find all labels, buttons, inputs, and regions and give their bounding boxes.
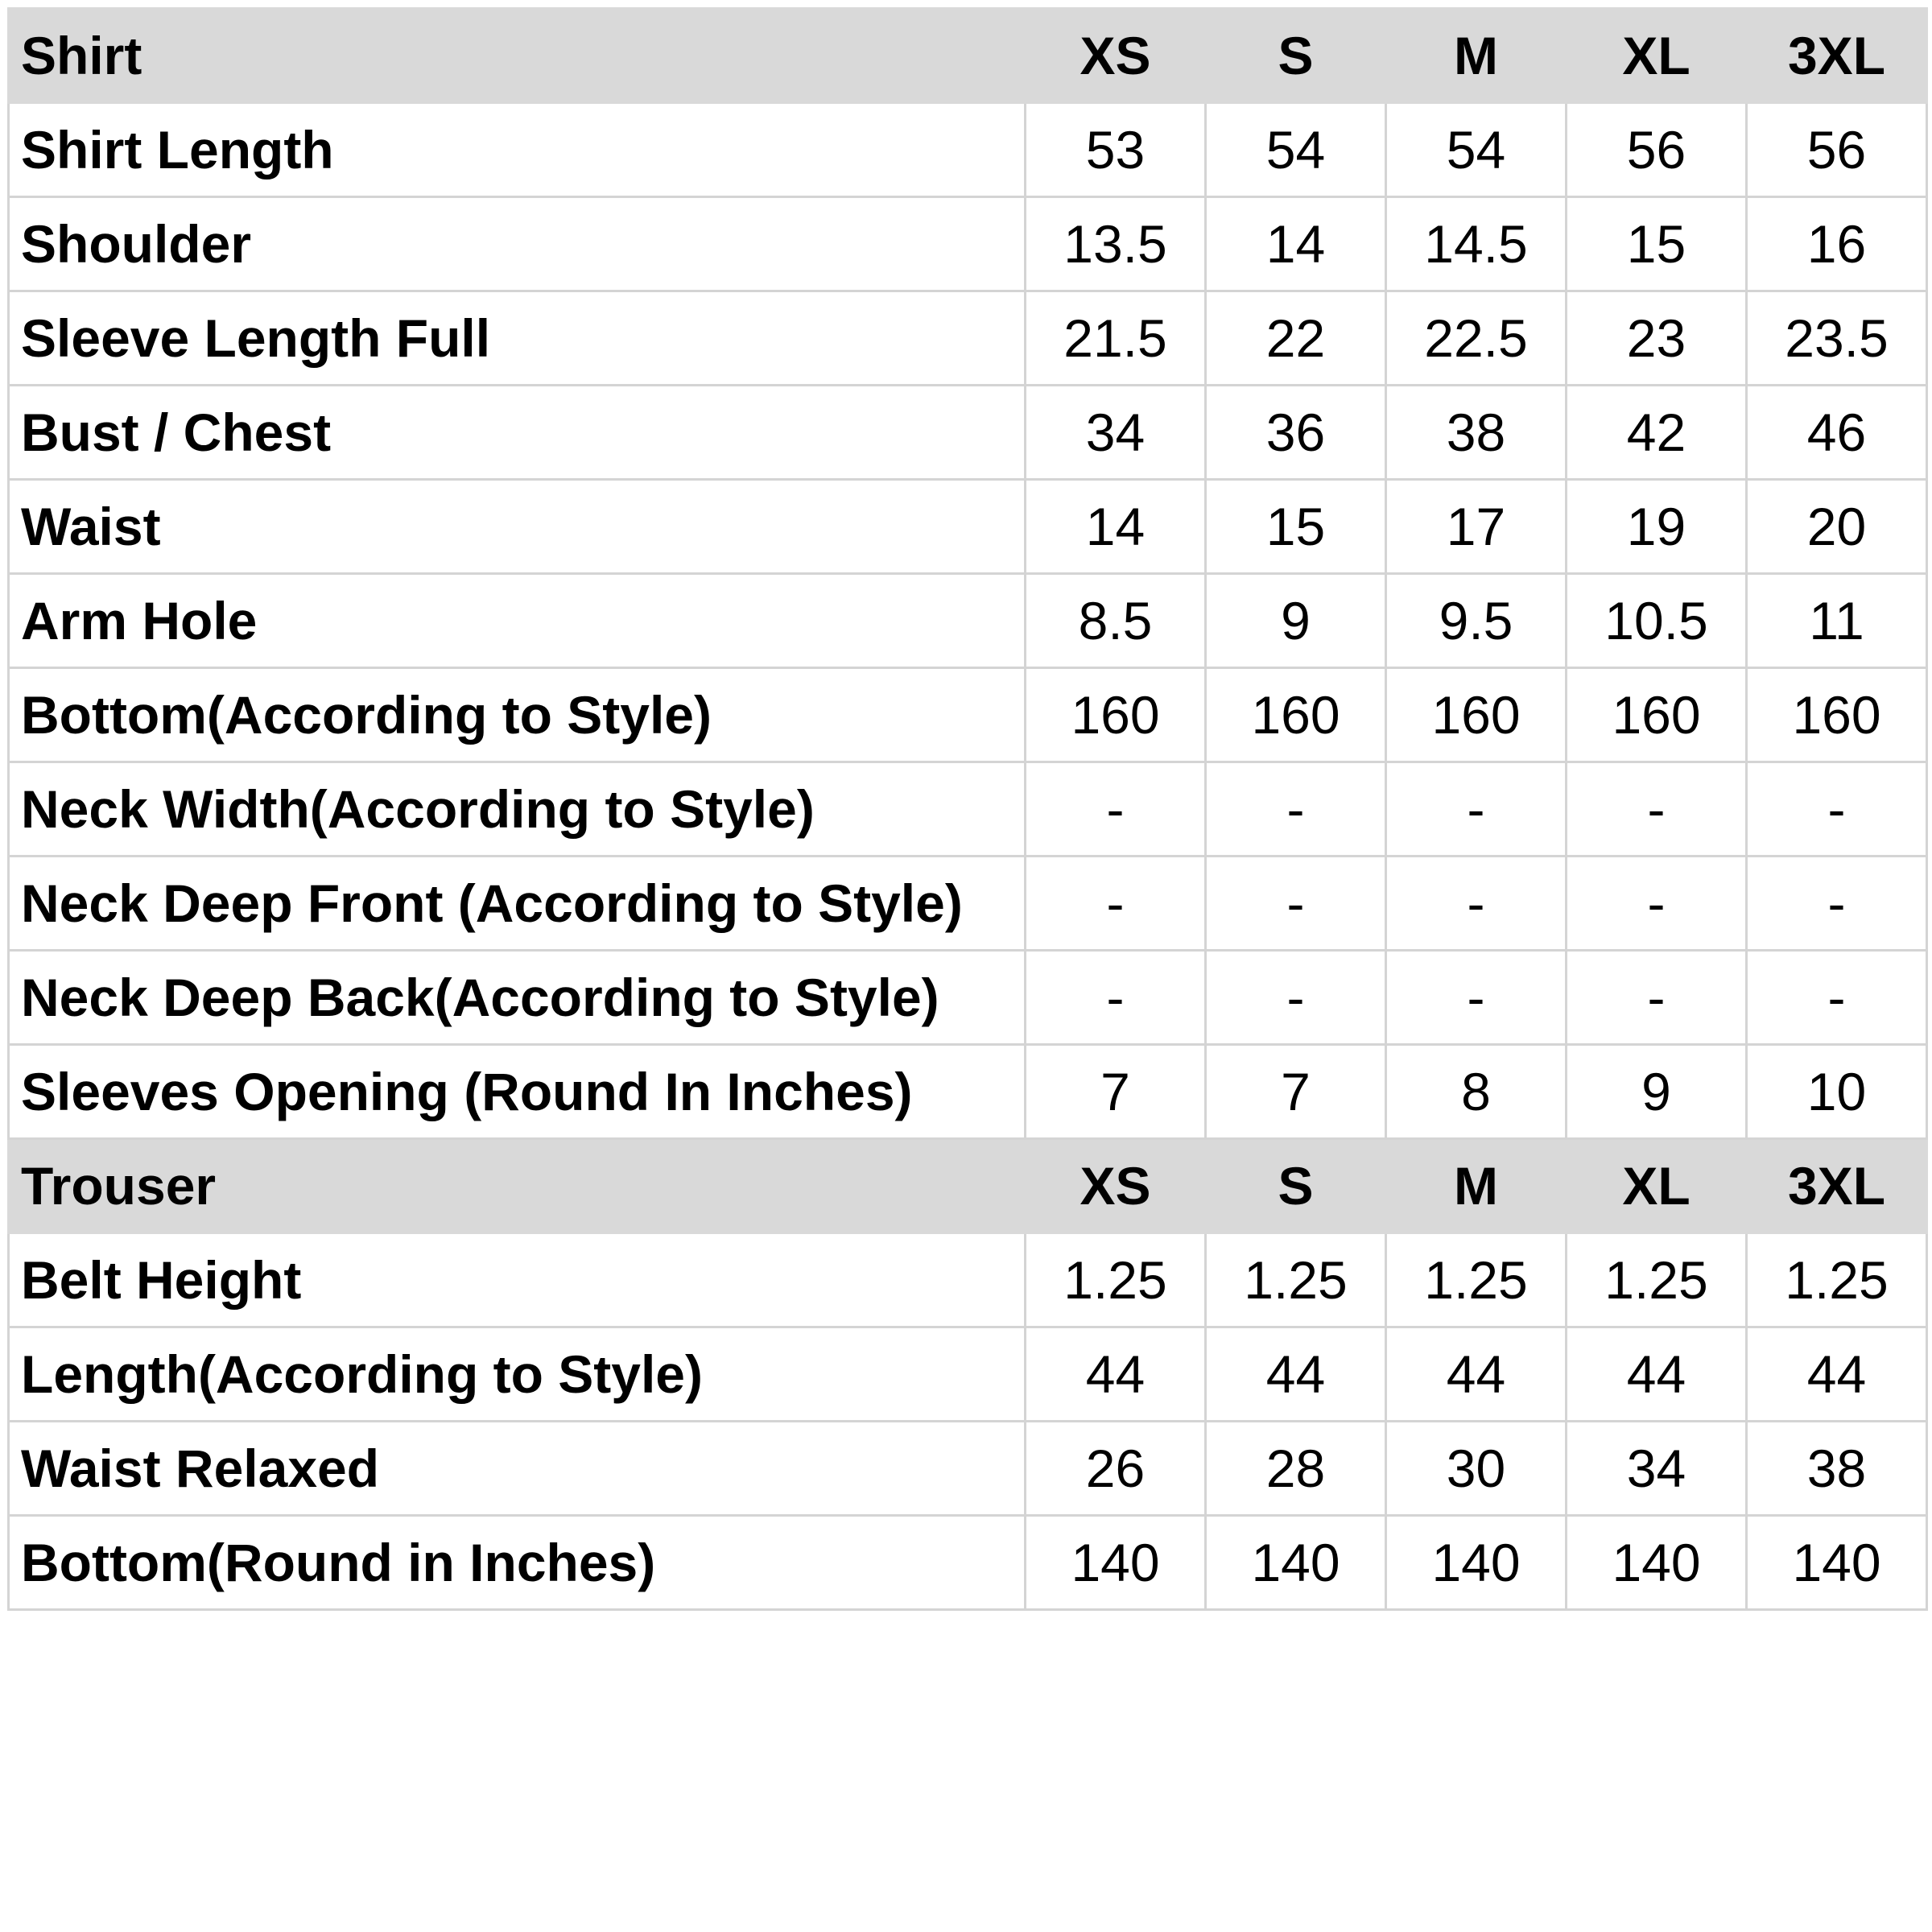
trouser-header-row	[9, 1139, 1927, 1233]
size-header: M	[1386, 9, 1567, 103]
size-chart-table	[7, 7, 1928, 1611]
table-row	[9, 574, 1927, 668]
measurement-label: Length(According to Style)	[9, 1327, 1026, 1422]
measurement-value: -	[1567, 762, 1747, 857]
measurement-value: 1.25	[1206, 1233, 1386, 1327]
measurement-value: 44	[1026, 1327, 1206, 1422]
measurement-value: 42	[1567, 386, 1747, 480]
section-title: Trouser	[9, 1139, 1026, 1233]
measurement-label: Shoulder	[9, 197, 1026, 291]
size-header: S	[1206, 1139, 1386, 1233]
measurement-label: Sleeve Length Full	[9, 291, 1026, 386]
measurement-value: -	[1206, 857, 1386, 951]
measurement-value: -	[1026, 857, 1206, 951]
measurement-value: 38	[1747, 1422, 1927, 1516]
table-row	[9, 386, 1927, 480]
measurement-value: 28	[1206, 1422, 1386, 1516]
measurement-value: -	[1567, 857, 1747, 951]
measurement-label: Bottom(According to Style)	[9, 668, 1026, 762]
measurement-value: 34	[1567, 1422, 1747, 1516]
size-header: M	[1386, 1139, 1567, 1233]
table-row	[9, 197, 1927, 291]
measurement-value: -	[1747, 951, 1927, 1045]
table-row	[9, 857, 1927, 951]
measurement-value: 140	[1026, 1516, 1206, 1610]
size-header: XL	[1567, 9, 1747, 103]
size-header: XS	[1026, 1139, 1206, 1233]
measurement-value: 8.5	[1026, 574, 1206, 668]
measurement-value: 30	[1386, 1422, 1567, 1516]
table-row	[9, 1516, 1927, 1610]
measurement-value: 15	[1567, 197, 1747, 291]
measurement-value: 1.25	[1386, 1233, 1567, 1327]
measurement-value: 38	[1386, 386, 1567, 480]
measurement-value: 53	[1026, 103, 1206, 197]
measurement-value: 16	[1747, 197, 1927, 291]
measurement-value: -	[1026, 951, 1206, 1045]
measurement-value: 15	[1206, 480, 1386, 574]
measurement-value: 14	[1206, 197, 1386, 291]
measurement-value: 9.5	[1386, 574, 1567, 668]
measurement-value: 11	[1747, 574, 1927, 668]
measurement-label: Neck Width(According to Style)	[9, 762, 1026, 857]
size-header: 3XL	[1747, 1139, 1927, 1233]
measurement-value: 7	[1026, 1045, 1206, 1139]
measurement-value: 160	[1567, 668, 1747, 762]
measurement-value: 7	[1206, 1045, 1386, 1139]
measurement-value: 34	[1026, 386, 1206, 480]
measurement-value: -	[1386, 762, 1567, 857]
size-header: 3XL	[1747, 9, 1927, 103]
measurement-value: 140	[1747, 1516, 1927, 1610]
measurement-value: -	[1747, 762, 1927, 857]
measurement-value: 10	[1747, 1045, 1927, 1139]
measurement-label: Waist	[9, 480, 1026, 574]
measurement-value: 160	[1747, 668, 1927, 762]
table-row	[9, 291, 1927, 386]
measurement-value: 14	[1026, 480, 1206, 574]
measurement-value: -	[1206, 762, 1386, 857]
table-row	[9, 480, 1927, 574]
measurement-value: 1.25	[1567, 1233, 1747, 1327]
measurement-label: Shirt Length	[9, 103, 1026, 197]
measurement-value: 1.25	[1747, 1233, 1927, 1327]
table-row	[9, 762, 1927, 857]
measurement-label: Neck Deep Front (According to Style)	[9, 857, 1026, 951]
measurement-value: 140	[1567, 1516, 1747, 1610]
size-header: S	[1206, 9, 1386, 103]
measurement-value: 1.25	[1026, 1233, 1206, 1327]
measurement-value: 54	[1386, 103, 1567, 197]
measurement-value: 56	[1567, 103, 1747, 197]
measurement-value: 17	[1386, 480, 1567, 574]
section-title: Shirt	[9, 9, 1026, 103]
measurement-value: -	[1026, 762, 1206, 857]
measurement-value: 21.5	[1026, 291, 1206, 386]
measurement-value: 160	[1206, 668, 1386, 762]
measurement-value: 44	[1386, 1327, 1567, 1422]
measurement-value: 26	[1026, 1422, 1206, 1516]
measurement-value: 9	[1567, 1045, 1747, 1139]
measurement-label: Belt Height	[9, 1233, 1026, 1327]
measurement-value: 22	[1206, 291, 1386, 386]
measurement-value: 56	[1747, 103, 1927, 197]
measurement-label: Waist Relaxed	[9, 1422, 1026, 1516]
measurement-label: Arm Hole	[9, 574, 1026, 668]
measurement-value: 44	[1567, 1327, 1747, 1422]
measurement-label: Sleeves Opening (Round In Inches)	[9, 1045, 1026, 1139]
table-row	[9, 1327, 1927, 1422]
measurement-value: 44	[1747, 1327, 1927, 1422]
measurement-value: 140	[1386, 1516, 1567, 1610]
table-row	[9, 668, 1927, 762]
measurement-value: 36	[1206, 386, 1386, 480]
measurement-value: 19	[1567, 480, 1747, 574]
measurement-value: 160	[1026, 668, 1206, 762]
measurement-value: 46	[1747, 386, 1927, 480]
measurement-value: 140	[1206, 1516, 1386, 1610]
measurement-value: -	[1567, 951, 1747, 1045]
measurement-value: 14.5	[1386, 197, 1567, 291]
table-row	[9, 951, 1927, 1045]
measurement-value: -	[1386, 951, 1567, 1045]
measurement-value: 9	[1206, 574, 1386, 668]
table-row	[9, 1233, 1927, 1327]
measurement-value: 13.5	[1026, 197, 1206, 291]
measurement-value: 20	[1747, 480, 1927, 574]
measurement-value: 54	[1206, 103, 1386, 197]
measurement-label: Bottom(Round in Inches)	[9, 1516, 1026, 1610]
measurement-value: 23.5	[1747, 291, 1927, 386]
measurement-value: 44	[1206, 1327, 1386, 1422]
measurement-label: Neck Deep Back(According to Style)	[9, 951, 1026, 1045]
measurement-value: 23	[1567, 291, 1747, 386]
size-header: XS	[1026, 9, 1206, 103]
table-row	[9, 1422, 1927, 1516]
measurement-value: -	[1747, 857, 1927, 951]
table-row	[9, 1045, 1927, 1139]
measurement-label: Bust / Chest	[9, 386, 1026, 480]
shirt-header-row	[9, 9, 1927, 103]
measurement-value: 8	[1386, 1045, 1567, 1139]
measurement-value: -	[1386, 857, 1567, 951]
size-header: XL	[1567, 1139, 1747, 1233]
measurement-value: 10.5	[1567, 574, 1747, 668]
table-row	[9, 103, 1927, 197]
measurement-value: -	[1206, 951, 1386, 1045]
measurement-value: 160	[1386, 668, 1567, 762]
measurement-value: 22.5	[1386, 291, 1567, 386]
